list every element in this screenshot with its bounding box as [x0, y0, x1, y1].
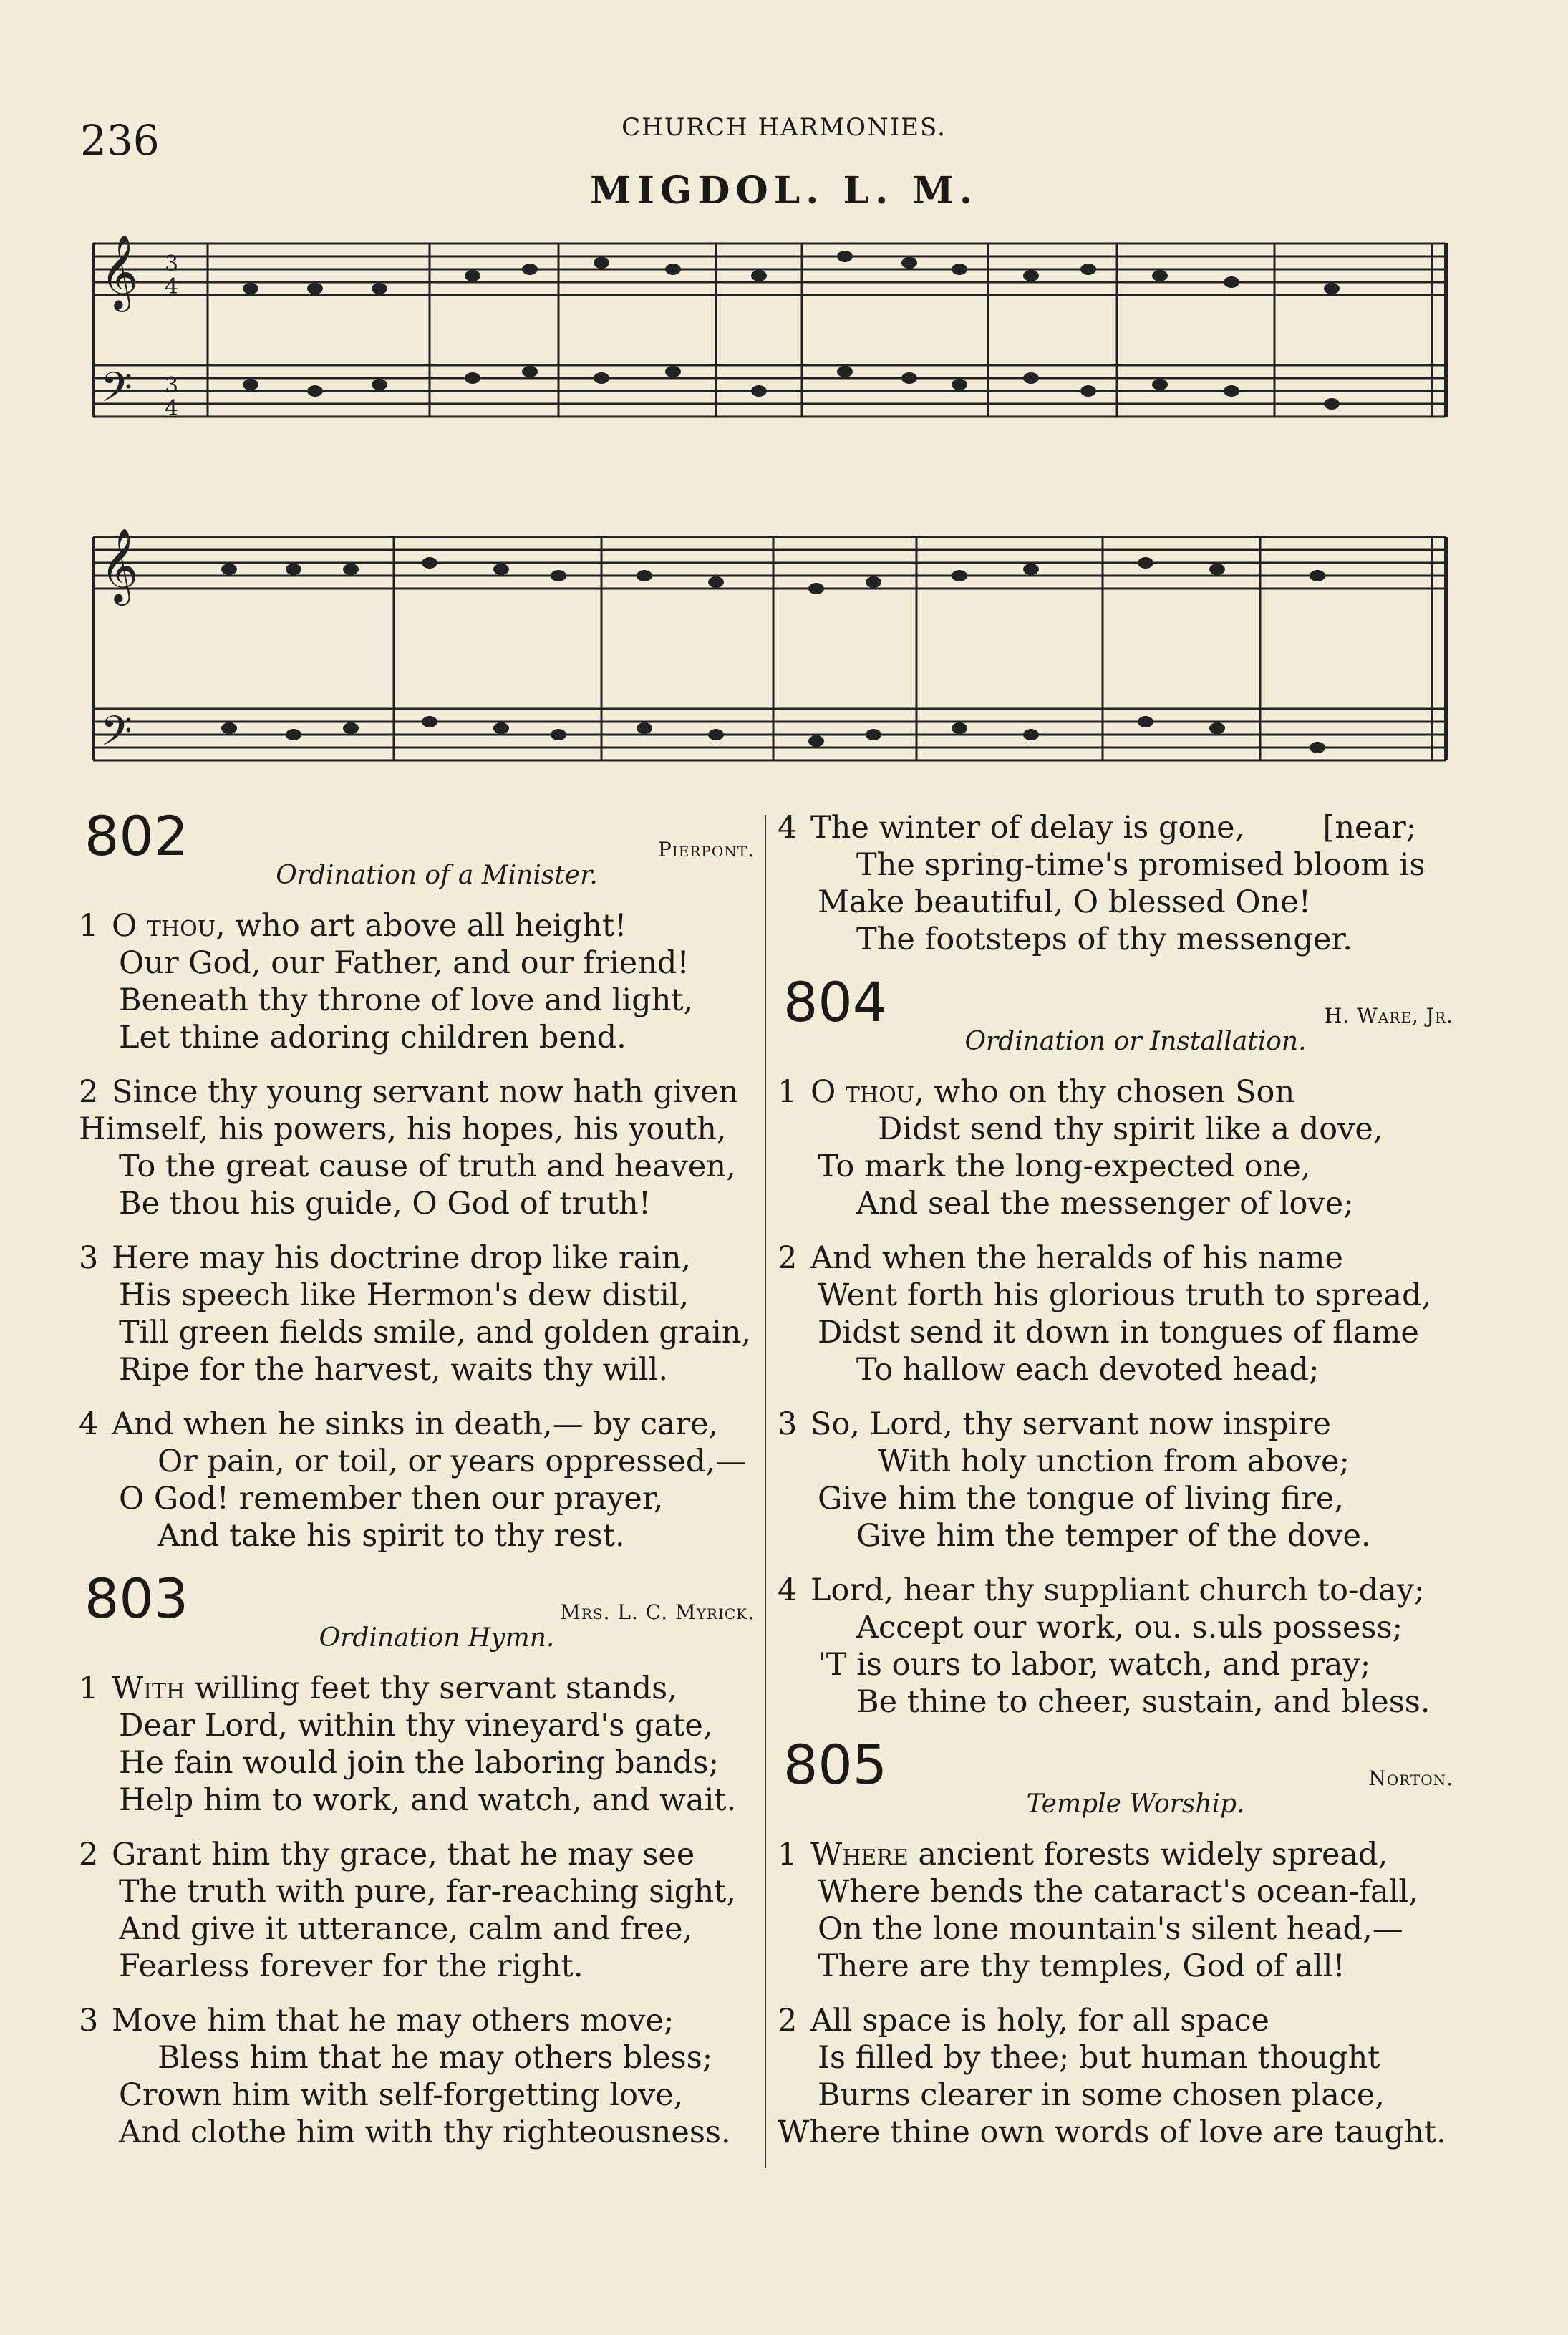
stanza: 1 O thou, who on thy chosen Son Didst send thy spirit like a dove, To mark the long-expected one, And seal the messenger of love; [778, 1074, 1383, 1222]
svg-text:𝄢: 𝄢 [100, 363, 133, 422]
svg-text:𝄢: 𝄢 [100, 707, 133, 765]
stanza: 3 So, Lord, thy servant now inspire With holy unction from above; Give him the tongue of living fire, Give him the temper of the dove. [778, 1406, 1371, 1554]
music-system-2 [86, 501, 1461, 788]
hymn-occasion: Ordination or Installation. [964, 1027, 1307, 1056]
hymn-author: H. Ware, Jr. [1324, 1004, 1453, 1028]
right-column [778, 809, 1465, 2168]
stanza: 3 Here may his doctrine drop like rain, His speech like Hermon's dew distil, Till green fields smile, and golden grain, Ripe for the harvest, waits thy will. [79, 1240, 752, 1388]
hymn-occasion: Temple Worship. [1026, 1789, 1245, 1819]
stanza: 3 Move him that he may others move; Bless him that he may others bless; Crown him with self-forgetting love, And clothe him with thy righteousness. [79, 2003, 731, 2150]
hymn-805 [778, 1733, 1465, 2151]
stanza: 4 And when he sinks in death,— by care, Or pain, or toil, or years oppressed,— O God! remember then our prayer, And take his spirit to thy rest. [79, 1406, 747, 1554]
left-column [79, 804, 766, 2168]
music-score-2 [86, 501, 1461, 788]
svg-text:3: 3 [165, 251, 179, 276]
hymn-occasion: Ordination of a Minister. [276, 861, 598, 890]
stanza: 2 Grant him thy grace, that he may see The truth with pure, far-reaching sight, And give it utterance, calm and free, Fearless forever for the right. [79, 1837, 737, 1984]
hymn-number: 803 [84, 1567, 189, 1630]
stanza: 4 Lord, hear thy suppliant church to-day; Accept our work, ou. s.uls possess; 'T is ours to labor, watch, and pray; Be thine to cheer, sustain, and bless. [778, 1572, 1431, 1720]
svg-text:3: 3 [165, 373, 179, 398]
running-head: CHURCH HARMONIES. [621, 113, 947, 142]
svg-text:4: 4 [165, 396, 179, 421]
page-number: 236 [80, 116, 160, 165]
hymn-804 [778, 970, 1465, 1721]
stanza: 2 And when the heralds of his name Went forth his glorious truth to spread, Didst send it down in tongues of flame To hallow each devoted head; [778, 1240, 1432, 1388]
hymn-number: 804 [783, 970, 888, 1034]
hymn-803 [79, 1567, 766, 2151]
stanza: 1 Where ancient forests widely spread, Where bends the cataract's ocean-fall, On the lone mountain's silent head,— There are thy temples, God of all! [778, 1837, 1418, 1984]
stanza: 2 Since thy young servant now hath given Himself, his powers, his hopes, his youth, To the great cause of truth and heaven, Be thou his guide, O God of truth! [79, 1074, 739, 1222]
music-system-1 [86, 215, 1461, 501]
svg-text:4: 4 [165, 274, 179, 299]
stanza: 2 All space is holy, for all space Is filled by thee; but human thought Burns clearer in some chosen place, Where thine own words of love are taught. [778, 2003, 1446, 2150]
hymn-number: 802 [84, 804, 189, 868]
hymn-author: Mrs. L. C. Myrick. [560, 1600, 755, 1624]
hymn-author: Norton. [1368, 1766, 1453, 1790]
svg-text:𝄞: 𝄞 [100, 234, 139, 309]
hymn-occasion: Ordination Hymn. [319, 1623, 555, 1653]
stanza: 1 O thou, who art above all height! Our God, our Father, and our friend! Beneath thy throne of love and light, Let thine adoring children bend. [79, 908, 694, 1055]
tune-title: MIGDOL. L. M. [590, 169, 978, 213]
hymn-802 [79, 804, 766, 1555]
music-score-1 [86, 215, 1461, 501]
hymn-number: 805 [783, 1733, 888, 1797]
stanza-continuation: 4 The winter of delay is gone, [near; The spring-time's promised bloom is Make beautiful, O blessed One! The footsteps of thy messenger. [778, 810, 1426, 957]
stanza: 1 With willing feet thy servant stands, Dear Lord, within thy vineyard's gate, He fain would join the laboring bands; Help him to work, and watch, and wait. [79, 1671, 737, 1818]
hymn-author: Pierpont. [658, 838, 755, 861]
svg-text:𝄞: 𝄞 [100, 528, 139, 603]
